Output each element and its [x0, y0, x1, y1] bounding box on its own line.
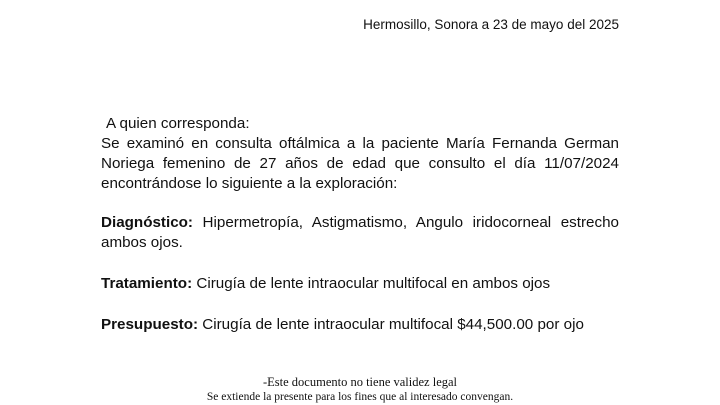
footer-disclaimer: -Este documento no tiene validez legal: [262, 375, 458, 389]
diagnosis-label: Diagnóstico:: [101, 214, 193, 231]
treatment-text: Cirugía de lente intraocular multifocal en ambos ojos: [192, 275, 551, 292]
budget-label: Presupuesto:: [101, 316, 199, 333]
footer-note: Se extiende la presente para los fines que al interesado convengan.: [206, 391, 514, 403]
treatment-section: [101, 274, 619, 294]
treatment-label: Tratamiento:: [101, 275, 193, 292]
diagnosis-text: Hipermetropía, Astigmatismo, Angulo iridocorneal estrecho ambos ojos.: [101, 214, 619, 251]
place-date: Hermosillo, Sonora a 23 de mayo del 2025: [363, 17, 619, 32]
budget-text: Cirugía de lente intraocular multifocal $44,500.00 por ojo: [198, 316, 584, 333]
diagnosis-section: [101, 213, 619, 253]
intro-paragraph: Se examinó en consulta oftálmica a la paciente María Fernanda German Noriega femenino de 27 años de edad que consulto el día 11/07/2024 encontrándose lo siguiente a la exploración:: [101, 135, 619, 192]
salutation: A quien corresponda:: [106, 115, 250, 132]
budget-section: [101, 315, 619, 335]
